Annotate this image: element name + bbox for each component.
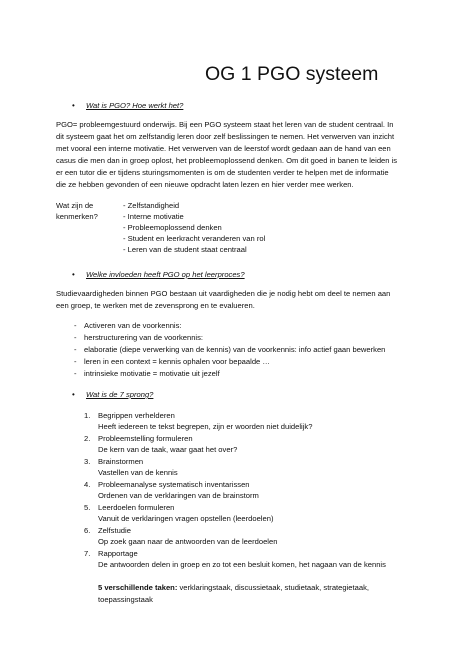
step-title: Probleemanalyse systematisch inventarissen bbox=[98, 480, 250, 489]
step-item bbox=[84, 479, 250, 491]
bullet-icon: • bbox=[72, 101, 75, 110]
list-item: - Probleemoplossend denken bbox=[123, 223, 222, 232]
list-item-text: leren in een context = kennis ophalen voor bepaalde … bbox=[84, 357, 270, 366]
step-description: Vastellen van de kennis bbox=[98, 468, 178, 477]
bullet-icon: • bbox=[72, 270, 75, 279]
list-item bbox=[74, 344, 385, 356]
step-description: De kern van de taak, waar gaat het over? bbox=[98, 445, 238, 454]
question-heading: Wat is PGO? Hoe werkt het? bbox=[86, 101, 184, 110]
question-heading: Welke invloeden heeft PGO op het leerproces? bbox=[86, 270, 245, 279]
step-title: Probleemstelling formuleren bbox=[98, 434, 193, 443]
list-item bbox=[74, 368, 220, 380]
step-title: Leerdoelen formuleren bbox=[98, 503, 175, 512]
step-description: Heeft iedereen te tekst begrepen, zijn er woorden niet duidelijk? bbox=[98, 422, 313, 431]
list-item bbox=[74, 320, 182, 332]
step-number: 6. bbox=[84, 526, 91, 535]
dash-marker: - bbox=[74, 321, 77, 330]
taken-text: verklaringstaak, discussietaak, studietaak, strategietaak, bbox=[177, 583, 369, 592]
list-item: - Student en leerkracht veranderen van rol bbox=[123, 234, 266, 243]
step-item bbox=[84, 433, 193, 445]
dash-marker: - bbox=[74, 357, 77, 366]
list-item: - Interne motivatie bbox=[123, 212, 184, 221]
list-item bbox=[74, 356, 270, 368]
step-item bbox=[84, 502, 174, 514]
step-number: 4. bbox=[84, 480, 91, 489]
bullet-icon: • bbox=[72, 390, 75, 399]
step-title: Brainstormen bbox=[98, 457, 144, 466]
step-number: 5. bbox=[84, 503, 91, 512]
paragraph-line: PGO= probleemgestuurd onderwijs. Bij een PGO systeem staat het leren van de student centraal. In bbox=[56, 120, 394, 129]
step-description: Op zoek gaan naar de antwoorden van de leerdoelen bbox=[98, 537, 278, 546]
taken-line: toepassingstaak bbox=[98, 595, 153, 604]
step-item bbox=[84, 525, 131, 537]
page-title: OG 1 PGO systeem bbox=[205, 63, 379, 85]
dash-marker: - bbox=[74, 345, 77, 354]
step-description: De antwoorden delen in groep en zo tot een besluit komen, het nagaan van de kennis bbox=[98, 560, 386, 569]
step-description: Vanuit de verklaringen vragen opstellen (leerdoelen) bbox=[98, 514, 274, 523]
list-item bbox=[74, 332, 203, 344]
list-item-text: intrinsieke motivatie = motivatie uit jezelf bbox=[84, 369, 220, 378]
list-item-text: Activeren van de voorkennis: bbox=[84, 321, 182, 330]
paragraph-line: dit systeem gaat het om zelfstandig leren door zelf beslissingen te nemen. Het verwerven van inzicht bbox=[56, 132, 395, 141]
paragraph-line: Studievaardigheden binnen PGO bestaan uit vaardigheden die je nodig hebt om deel te nemen aan bbox=[56, 289, 391, 298]
paragraph-line: die ze hebben gevonden of een nieuwe opdracht laten lezen en hier verder mee werken. bbox=[56, 180, 354, 189]
step-item bbox=[84, 456, 143, 468]
question-heading: Wat is de 7 sprong? bbox=[86, 390, 154, 399]
step-number: 2. bbox=[84, 434, 91, 443]
list-item: - Leren van de student staat centraal bbox=[123, 245, 247, 254]
paragraph-line: met vooral een interne motivatie. Het verwerven van de leerstof wordt gedaan aan de hand van een bbox=[56, 144, 391, 153]
step-description: Ordenen van de verklaringen van de brainstorm bbox=[98, 491, 259, 500]
list-item: - Zelfstandigheid bbox=[123, 201, 180, 210]
paragraph-line: een groep, te werken met de zevensprong en te evalueren. bbox=[56, 301, 255, 310]
dash-marker: - bbox=[74, 369, 77, 378]
step-number: 7. bbox=[84, 549, 91, 558]
step-title: Zelfstudie bbox=[98, 526, 131, 535]
paragraph-line: casus die men dan in groep oplost, het probleemoplossend denken. Om dit goed in banen te leiden is bbox=[56, 156, 398, 165]
kenmerken-label: Wat zijn de bbox=[56, 201, 94, 210]
taken-line bbox=[98, 582, 369, 594]
list-item-text: elaboratie (diepe verwerking van de kennis) van de voorkennis: info actief gaan bewerken bbox=[84, 345, 386, 354]
paragraph-line: er een tutor die er tijdens sturingsmomenten is om de studenten verder te helpen met de informatie bbox=[56, 168, 389, 177]
step-number: 3. bbox=[84, 457, 91, 466]
step-title: Rapportage bbox=[98, 549, 138, 558]
dash-marker: - bbox=[74, 333, 77, 342]
step-title: Begrippen verhelderen bbox=[98, 411, 175, 420]
step-item bbox=[84, 410, 175, 422]
kenmerken-label: kenmerken? bbox=[56, 212, 98, 221]
taken-bold: 5 verschillende taken: bbox=[98, 583, 178, 592]
list-item-text: herstructurering van de voorkennis: bbox=[84, 333, 204, 342]
step-item bbox=[84, 548, 138, 560]
step-number: 1. bbox=[84, 411, 91, 420]
